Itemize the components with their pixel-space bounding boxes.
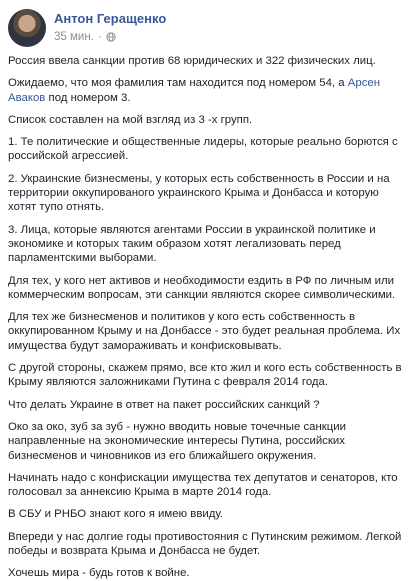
post-paragraph: 3. Лица, которые являются агентами России в украинской политике и экономике и которых таким образом хотят легализовать перед парламентскими выборами. [8,223,376,265]
post-paragraph: 1. Те политические и общественные лидеры, которые реально борются с российской агрессией. [8,136,398,163]
post-paragraph [8,76,402,105]
post-paragraph: Для тех же бизнесменов и политиков у кого есть собственность в оккупированном Крыму и на Донбассе - это будет реальная проблема. Их имущества будут замораживать и конфисковывать. [8,311,401,352]
post-paragraph: В СБУ и РНБО знают кого я имею ввиду. [8,508,224,521]
author-avatar[interactable] [8,9,46,47]
post-paragraph: Россия ввела санкции против 68 юридических и 322 физических лиц. [8,55,376,67]
separator-dot: · [97,31,102,43]
mention-link[interactable]: Арсен Аваков [8,77,381,104]
post-timestamp-row [54,29,166,45]
post-paragraph: Что делать Украине в ответ на пакет российских санкций ? [8,398,320,411]
post-paragraph: 2. Украинские бизнесмены, у которых есть собственность в России и на территории оккупированого украинского Крыма и Донбасса и которую хотят тупо отнять. [8,172,390,214]
paragraph-text: под номером 3. [45,91,131,104]
post-body [8,54,402,581]
post-paragraph: Око за око, зуб за зуб - нужно вводить новые точечные санкции направленные на экономические интересы Путина, российских бизнесменов и чиновников из его ближайшего окружения. [8,420,346,462]
author-name[interactable]: Антон Геращенко [54,11,167,26]
post-header [8,8,402,48]
post-paragraph: Для тех, у кого нет активов и необходимости ездить в РФ по личным или коммерческим вопросам, эти санкции являются скорее символическими. [8,274,396,301]
post-meta [54,11,166,45]
post-paragraph: Список составлен на мой взгляд из 3 -х групп. [8,113,253,126]
post-paragraph: Впереди у нас долгие годы противостояния с Путинским режимом. Легкой победы и возврата Крыма и Донбасса не будет. [8,530,402,558]
paragraph-text: Ожидаемо, что моя фамилия там находится под номером 54, а [8,77,348,90]
globe-icon[interactable] [106,32,116,42]
post-paragraph: Начинать надо с конфискации имущества тех депутатов и сенаторов, кто голосовал за аннексию Крыма в марте 2014 года. [8,471,398,499]
post-paragraph: С другой стороны, скажем прямо, все кто жил и кого есть собственность в Крыму являются заложниками Путина с февраля 2014 года. [8,362,402,389]
post-paragraph: Хочешь мира - будь готов к войне. [8,567,190,580]
post-time[interactable]: 35 мин. [54,31,94,43]
